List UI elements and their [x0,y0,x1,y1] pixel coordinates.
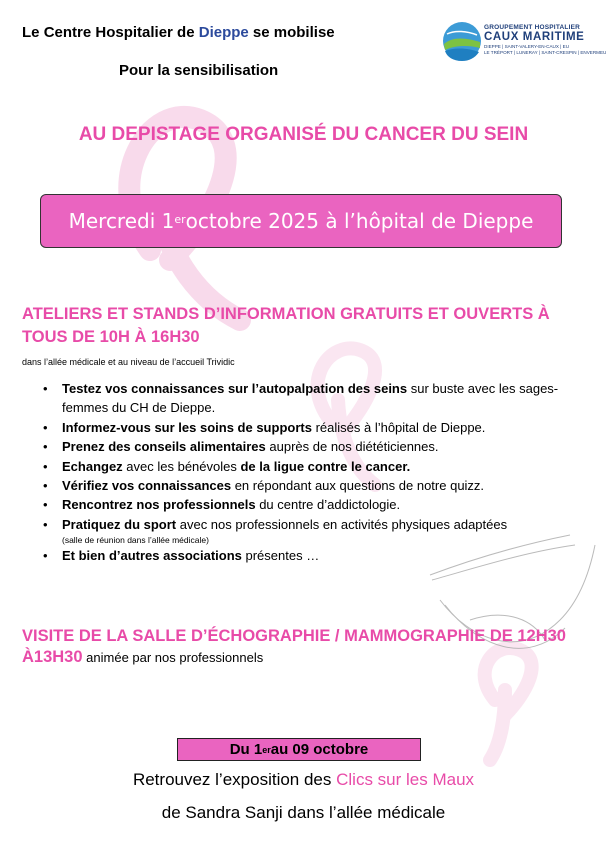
list-item: • Rencontrez nos professionnels du centre d’addictologie. [40,495,580,514]
list-item: • Pratiquez du sport avec nos professionnels en activités physiques adaptées (salle de réunion dans l’allée médicale) [40,515,580,546]
exposition-line-1-text: Retrouvez l’exposition des [132,770,337,789]
logo-line-2: CAUX MARITIME [484,31,585,43]
list-item: • Et bien d’autres associations présentes … [40,546,580,565]
list-item: • Vérifiez vos connaissances en répondant aux questions de notre quizz. [40,476,580,495]
ateliers-title: ATELIERS ET STANDS D’INFORMATION GRATUITS ET OUVERTS À TOUS DE 10H À 16H30 [22,305,550,346]
list-item: • Prenez des conseils alimentaires auprès de nos diététiciennes. [40,437,580,456]
list-item: • Testez vos connaissances sur l’autopalpation des seins sur buste avec les sages-femmes du CH de Dieppe. [40,379,580,418]
header-title-mid: Centre Hospitalier de [43,24,195,41]
logo-line-3b: LE TRÉPORT | LUNERAY | SAINT-CRESPIN | ENVERMEU [484,50,607,55]
ateliers-location-note: dans l’allée médicale et au niveau de l’accueil Trividic [22,357,235,367]
event-date-sup: er [174,212,186,226]
exposition-dates-badge [177,738,421,761]
exposition-line-1 [0,770,607,790]
dates-after: au 09 octobre [270,741,369,758]
dates-before: Du 1 [229,741,263,758]
header-title-city: Dieppe [198,24,249,41]
header-title [22,24,335,41]
header-subtitle: Pour la sensibilisation [119,62,279,79]
event-date-banner [40,194,562,248]
header-title-prefix: Le [22,24,40,41]
logo-line-1: GROUPEMENT HOSPITALIER [484,24,581,31]
visite-title [22,626,582,668]
main-title: AU DEPISTAGE ORGANISÉ DU CANCER DU SEIN [78,124,529,145]
activities-list [40,379,580,566]
exposition-highlight: Clics sur les Maux [336,770,475,789]
visite-title-text: VISITE DE LA SALLE D’ÉCHOGRAPHIE / MAMMOGRAPHIE DE 12H30 À13H30 [22,627,566,666]
logo-text [484,24,607,56]
list-item: • Echangez avec les bénévoles de la ligue contre le cancer. [40,457,580,476]
header-title-suffix: se mobilise [252,24,335,41]
list-item-subnote: (salle de réunion dans l’allée médicale) [62,535,209,546]
dates-sup: er [262,744,271,755]
exposition-line-2: de Sandra Sanji dans l’allée médicale [161,803,446,822]
visite-suffix: animée par nos professionnels [82,650,264,665]
list-item: • Informez-vous sur les soins de supports réalisés à l’hôpital de Dieppe. [40,418,580,437]
logo-line-3a: DIEPPE | SAINT-VALERY-EN-CAUX | EU [484,44,570,49]
event-date-after: octobre 2025 à l’hôpital de Dieppe [185,209,534,233]
event-date-before: Mercredi 1 [68,209,175,233]
